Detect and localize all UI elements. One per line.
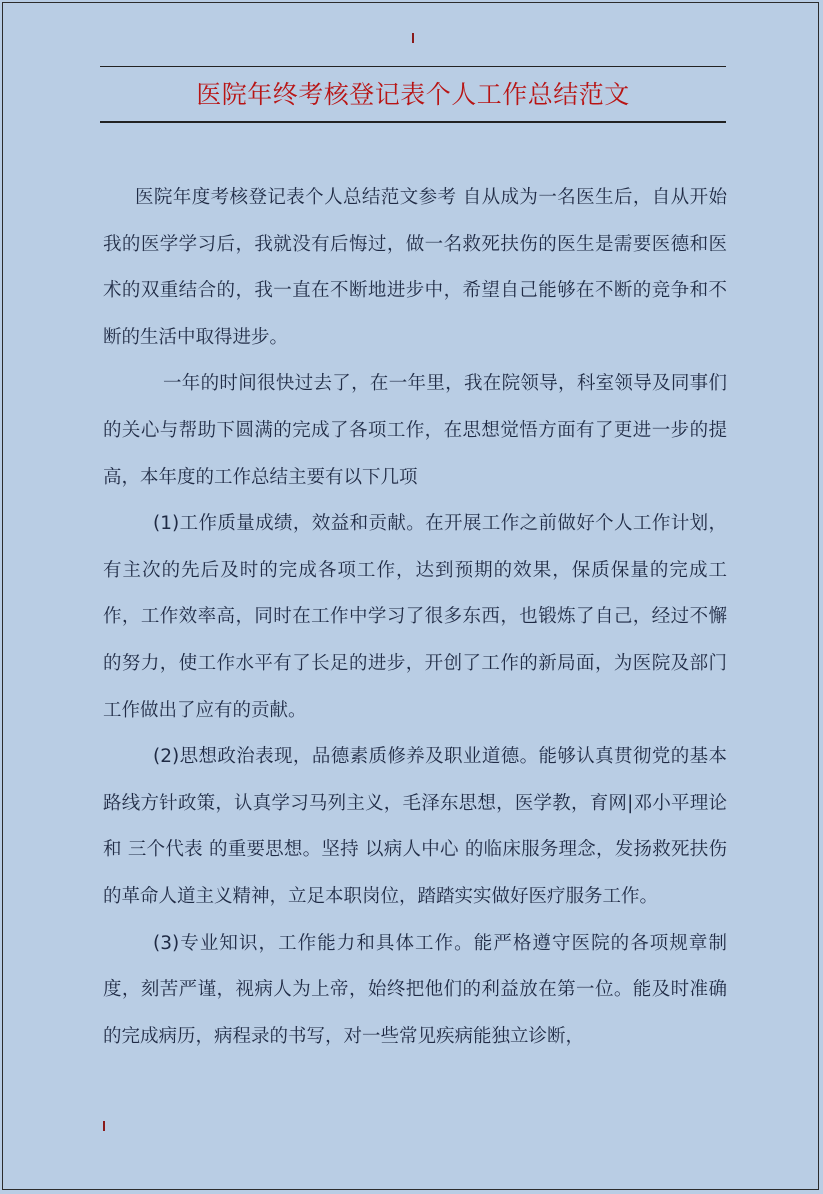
- paragraph-intro: 医院年度考核登记表个人总结范文参考 自从成为一名医生后，自从开始我的医学学习后，我就没有后悔过，做一名救死扶伤的医生是需要医德和医术的双重结合的，我一直在不断地进步中，希望自己能够在不断的竞争和不断的生活中取得进步。: [103, 187, 727, 348]
- document-title: 医院年终考核登记表个人工作总结范文: [196, 80, 630, 109]
- paragraph-item-1: (1)工作质量成绩，效益和贡献。在开展工作之前做好个人工作计划，有主次的先后及时的完成各项工作，达到预期的效果，保质保量的完成工作，工作效率高，同时在工作中学习了很多东西，也锻炼了自己，经过不懈的努力，使工作水平有了长足的进步，开创了工作的新局面，为医院及部门工作做出了应有的贡献。: [103, 513, 727, 721]
- paragraph-item-2: (2)思想政治表现，品德素质修养及职业道德。能够认真贯彻党的基本路线方针政策，认真学习马列主义，毛泽东思想，医学教，育网|邓小平理论和 三个代表 的重要思想。坚持 以病人中心 的临床服务理念，发扬救死扶伤的革命人道主义精神，立足本职岗位，踏踏实实做好医疗服务工作。: [103, 746, 727, 907]
- page-bottom-marker: [103, 1121, 105, 1131]
- title-top-rule: [100, 66, 726, 67]
- paragraph-year-summary: 一年的时间很快过去了，在一年里，我在院领导，科室领导及同事们的关心与帮助下圆满的完成了各项工作，在思想觉悟方面有了更进一步的提高，本年度的工作总结主要有以下几项: [103, 373, 727, 488]
- page-top-marker: [412, 33, 414, 43]
- document-page: [2, 2, 819, 1190]
- title-bottom-rule: [100, 121, 726, 123]
- paragraph-item-3: (3)专业知识，工作能力和具体工作。能严格遵守医院的各项规章制度，刻苦严谨，视病人为上帝，始终把他们的利益放在第一位。能及时准确的完成病历，病程录的书写，对一些常见疾病能独立诊断，: [103, 932, 727, 1047]
- document-body: [103, 175, 727, 1060]
